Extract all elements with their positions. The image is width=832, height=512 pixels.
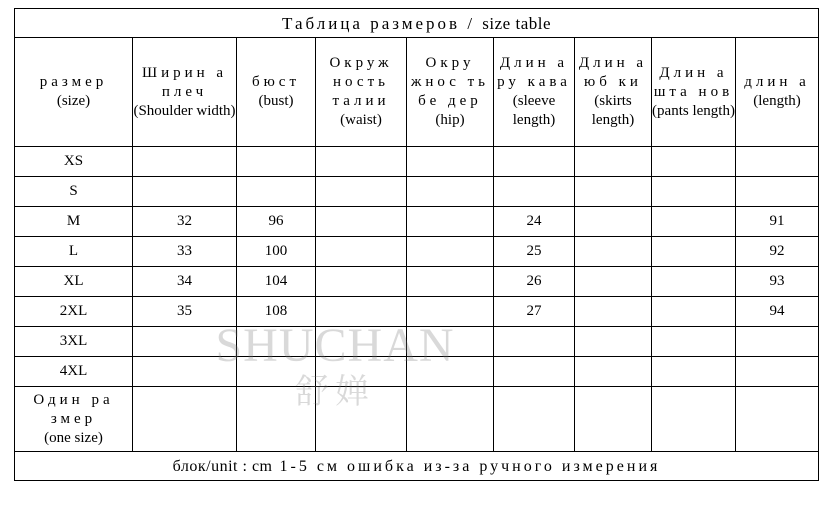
shoulder-cell bbox=[133, 147, 237, 177]
one-size-en: (one size) bbox=[44, 429, 103, 446]
waist-cell bbox=[316, 297, 407, 327]
header-label-ru: длин а bbox=[744, 74, 810, 90]
table-row bbox=[15, 237, 819, 267]
header-label-en: (bust) bbox=[258, 93, 294, 109]
table-row bbox=[15, 267, 819, 297]
shoulder-cell bbox=[133, 177, 237, 207]
length-cell bbox=[736, 327, 819, 357]
size-cell: 4XL bbox=[15, 357, 133, 387]
skirt-cell bbox=[575, 147, 652, 177]
watermark-en: SHUCHAN bbox=[215, 319, 455, 372]
pants-cell bbox=[652, 327, 736, 357]
header-pants bbox=[652, 38, 736, 147]
size-cell: XL bbox=[15, 267, 133, 297]
one-size-row bbox=[15, 387, 819, 452]
bust-cell: 100 bbox=[237, 237, 316, 267]
size-table-sheet bbox=[14, 8, 818, 498]
size-cell: 2XL bbox=[15, 297, 133, 327]
shoulder-cell: 32 bbox=[133, 207, 237, 237]
pants-cell bbox=[652, 297, 736, 327]
table-row bbox=[15, 207, 819, 237]
header-shoulder bbox=[133, 38, 237, 147]
hip-cell bbox=[407, 357, 494, 387]
header-label-en: (length) bbox=[753, 93, 801, 109]
header-label-ru: бюст bbox=[251, 74, 301, 90]
bust-cell bbox=[237, 357, 316, 387]
size-cell: XS bbox=[15, 147, 133, 177]
length-cell bbox=[736, 147, 819, 177]
skirt-cell bbox=[575, 177, 652, 207]
header-label-en: (size) bbox=[56, 93, 91, 109]
skirt-cell bbox=[575, 207, 652, 237]
hip-cell bbox=[407, 177, 494, 207]
title-ru: Таблица размеров bbox=[282, 13, 461, 33]
header-label-ru: Длин а юб ки bbox=[578, 55, 648, 90]
pants-cell bbox=[652, 207, 736, 237]
skirt-cell bbox=[575, 357, 652, 387]
size-table bbox=[14, 8, 819, 481]
hip-cell bbox=[407, 297, 494, 327]
header-label-ru: Ширин а плеч bbox=[141, 64, 228, 100]
pants-cell bbox=[652, 177, 736, 207]
sleeve-cell: 25 bbox=[494, 237, 575, 267]
skirt-cell bbox=[575, 387, 652, 452]
header-label-en: (hip) bbox=[435, 112, 465, 128]
hip-cell bbox=[407, 237, 494, 267]
shoulder-cell: 33 bbox=[133, 237, 237, 267]
waist-cell bbox=[316, 357, 407, 387]
footer-row bbox=[15, 452, 819, 481]
header-label-en: (skirts length) bbox=[591, 93, 635, 128]
header-label-ru: размер bbox=[39, 74, 108, 90]
length-cell bbox=[736, 357, 819, 387]
table-row bbox=[15, 147, 819, 177]
bust-cell: 96 bbox=[237, 207, 316, 237]
table-row bbox=[15, 327, 819, 357]
bust-cell: 104 bbox=[237, 267, 316, 297]
bust-cell bbox=[237, 147, 316, 177]
skirt-cell bbox=[575, 297, 652, 327]
header-label-ru: Окруж ность талии bbox=[329, 55, 393, 109]
pants-cell bbox=[652, 357, 736, 387]
size-cell: 3XL bbox=[15, 327, 133, 357]
waist-cell bbox=[316, 177, 407, 207]
header-sleeve bbox=[494, 38, 575, 147]
sleeve-cell bbox=[494, 177, 575, 207]
sleeve-cell bbox=[494, 147, 575, 177]
title-en: size table bbox=[482, 13, 552, 33]
header-label-ru: Длин а шта нов bbox=[653, 64, 734, 100]
shoulder-cell bbox=[133, 327, 237, 357]
pants-cell bbox=[652, 147, 736, 177]
bust-cell bbox=[237, 387, 316, 452]
title-row bbox=[15, 9, 819, 38]
shoulder-cell bbox=[133, 357, 237, 387]
header-label-en: (sleeve length) bbox=[512, 93, 556, 128]
header-label-ru: Длин а ру кава bbox=[497, 55, 571, 90]
pants-cell bbox=[652, 237, 736, 267]
size-cell: S bbox=[15, 177, 133, 207]
hip-cell bbox=[407, 147, 494, 177]
length-cell: 91 bbox=[736, 207, 819, 237]
shoulder-cell: 34 bbox=[133, 267, 237, 297]
length-cell bbox=[736, 177, 819, 207]
waist-cell bbox=[316, 327, 407, 357]
title-separator: / bbox=[467, 13, 476, 33]
one-size-label bbox=[15, 387, 133, 452]
header-label-en: (pants length) bbox=[652, 102, 735, 119]
header-size bbox=[15, 38, 133, 147]
sleeve-cell bbox=[494, 387, 575, 452]
bust-cell bbox=[237, 327, 316, 357]
footer-note bbox=[15, 452, 819, 481]
skirt-cell bbox=[575, 327, 652, 357]
waist-cell bbox=[316, 237, 407, 267]
table-row bbox=[15, 357, 819, 387]
pants-cell bbox=[652, 387, 736, 452]
size-cell: L bbox=[15, 237, 133, 267]
waist-cell bbox=[316, 387, 407, 452]
header-skirt bbox=[575, 38, 652, 147]
sleeve-cell bbox=[494, 357, 575, 387]
hip-cell bbox=[407, 267, 494, 297]
length-cell: 93 bbox=[736, 267, 819, 297]
header-label-en: (Shoulder width) bbox=[133, 102, 236, 119]
skirt-cell bbox=[575, 237, 652, 267]
length-cell bbox=[736, 387, 819, 452]
hip-cell bbox=[407, 387, 494, 452]
waist-cell bbox=[316, 267, 407, 297]
watermark-cn: 舒婵 bbox=[295, 372, 375, 412]
table-title bbox=[15, 9, 819, 38]
shoulder-cell: 35 bbox=[133, 297, 237, 327]
bust-cell: 108 bbox=[237, 297, 316, 327]
table-row bbox=[15, 297, 819, 327]
sleeve-cell bbox=[494, 327, 575, 357]
one-size-ru: Один ра змер bbox=[33, 391, 114, 427]
sleeve-cell: 27 bbox=[494, 297, 575, 327]
table-row bbox=[15, 177, 819, 207]
waist-cell bbox=[316, 207, 407, 237]
skirt-cell bbox=[575, 267, 652, 297]
hip-cell bbox=[407, 327, 494, 357]
header-row bbox=[15, 38, 819, 147]
header-length bbox=[736, 38, 819, 147]
sleeve-cell: 24 bbox=[494, 207, 575, 237]
bust-cell bbox=[237, 177, 316, 207]
header-bust bbox=[237, 38, 316, 147]
size-cell: M bbox=[15, 207, 133, 237]
shoulder-cell bbox=[133, 387, 237, 452]
header-label-ru: Окру жнос ть бе дер bbox=[410, 55, 490, 109]
pants-cell bbox=[652, 267, 736, 297]
waist-cell bbox=[316, 147, 407, 177]
header-label-en: (waist) bbox=[340, 112, 382, 128]
footer-unit: блок/unit : cm bbox=[172, 457, 273, 475]
header-waist bbox=[316, 38, 407, 147]
header-hip bbox=[407, 38, 494, 147]
hip-cell bbox=[407, 207, 494, 237]
footer-error-note: 1-5 см ошибка из-за ручного измерения bbox=[279, 457, 661, 475]
sleeve-cell: 26 bbox=[494, 267, 575, 297]
length-cell: 92 bbox=[736, 237, 819, 267]
length-cell: 94 bbox=[736, 297, 819, 327]
